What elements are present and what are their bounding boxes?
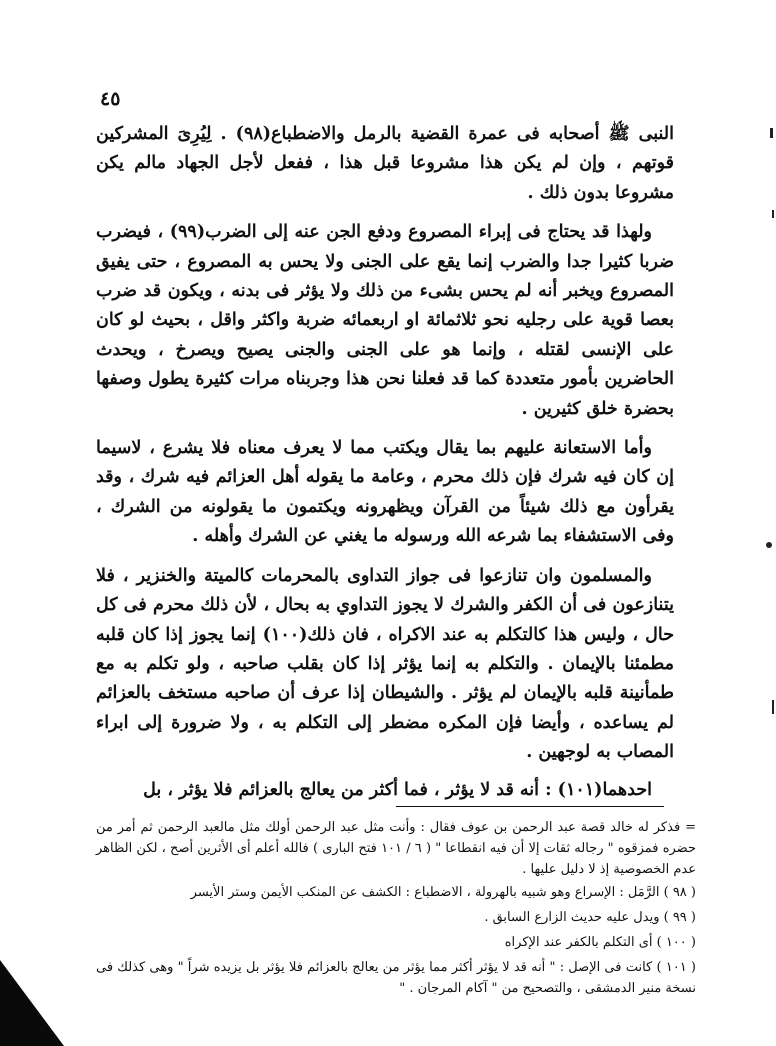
scan-speck — [770, 128, 773, 138]
paragraph-4: والمسلمون وان تنازعوا فى جواز التداوى بالمحرمات كالميتة والخنزير ، فلا يتنازعون فى أن الكفر والشرك لا يجوز التداوي به بحال ، لأن ذلك محرم فى كل حال ، وليس هذا كالتكلم به عند الاكراه ، فان ذلك(١٠٠) إنما يجوز إذا كان قلبه مطمئنا بالإيمان . والتكلم به إنما يؤثر إذا كان بقلب صاحبه ، ولو تكلم به مع طمأنينة قلبه بالإيمان لم يؤثر . والشيطان إذا عرف أن صاحبه مستخف بالعزائم لم يساعده ، وأيضا فإن المكره مضطر إلى التكلم به ، ولا ضرورة إلى ابراء المصاب به لوجهين . — [96, 565, 675, 763]
footnotes — [96, 817, 696, 1003]
page-number: ٤٥ — [100, 88, 121, 110]
scan-corner-shadow — [0, 960, 64, 1046]
scan-speck — [772, 700, 774, 714]
paragraph-5: احدهما(١٠١) : أنه قد لا يؤثر ، فما أكثر من يعالج بالعزائم فلا يؤثر ، بل — [143, 779, 652, 800]
footnote-separator — [396, 806, 664, 807]
scan-speck — [766, 542, 772, 548]
footnote-100: ( ١٠٠ ) أى التكلم بالكفر عند الإكراه — [504, 935, 696, 950]
footnote-99: ( ٩٩ ) ويدل عليه حديث الزارع السابق . — [484, 910, 696, 925]
footnote-101: ( ١٠١ ) كانت فى الإصل : " أنه قد لا يؤثر أكثر مما يؤثر من يعالج بالعزائم فلا يؤثر بل يزيده شراً " وهى كذلك فى نسخة منير الدمشقى ، والتصحيح من " آكام المرجان . " — [96, 960, 696, 996]
footnote-98: ( ٩٨ ) الرَّمَل : الإسراع وهو شبيه بالهرولة ، الاضطباع : الكشف عن المنكب الأيمن وستر الأيسر — [190, 885, 696, 900]
paragraph-2: ولهذا قد يحتاج فى إبراء المصروع ودفع الجن عنه إلى الضرب(٩٩) ، فيضرب ضربا كثيرا جدا والضرب إنما يقع على الجنى ولا يحس به المصروع ، حتى يفيق المصروع ويخبر أنه لم يحس بشىء من ذلك ولا يؤثر فى بدنه ، ويكون قد ضرب بعصا قوية على رجليه نحو ثلاثمائة او اربعمائه ضربة واكثر واقل ، بحيث لو كان على الإنسى لقتله ، وإنما هو على الجنى والجنى يصيح ويصرخ ، ويحدث الحاضرين بأمور متعددة كما قد فعلنا نحن هذا وجربناه مرات كثيرة يطول وصفها بحضرة خلق كثيرين . — [96, 222, 674, 419]
scan-speck — [772, 210, 774, 218]
paragraph-3: وأما الاستعانة عليهم بما يقال ويكتب مما لا يعرف معناه فلا يشرع ، لاسيما إن كان فيه شرك فإن ذلك محرم ، وعامة ما يقوله أهل العزائم فيه شرك ، وقد يقرأون مع ذلك شيئاً من القرآن ويظهرونه ويكتمون ما يقولونه من الشرك ، وفى الاستشفاء بما شرعه الله ورسوله ما يغني عن الشرك وأهله . — [96, 438, 674, 547]
main-text — [96, 120, 674, 815]
footnote-continued: = فذكر له خالد قصة عبد الرحمن بن عوف فقال : وأنت مثل عبد الرحمن أولك مثل مالعبد الرحمن ثم أمر من حضره فمزقوه " رجاله ثقات إلا أن فيه انقطاعا " ( ٦ / ١٠١ فتح البارى ) فالله أعلم أى الأثرين أصح ، لكن الظاهر عدم الخصوصية إذ لا دليل عليها . — [96, 820, 696, 877]
paragraph-1: النبى ﷺ أصحابه فى عمرة القضية بالرمل والاضطباع(٩٨) . لِيُرِىَ المشركين قوتهم ، وإن لم يكن هذا مشروعا قبل هذا ، ففعل لأجل الجهاد مالم يكن مشروعا بدون ذلك . — [96, 124, 674, 203]
